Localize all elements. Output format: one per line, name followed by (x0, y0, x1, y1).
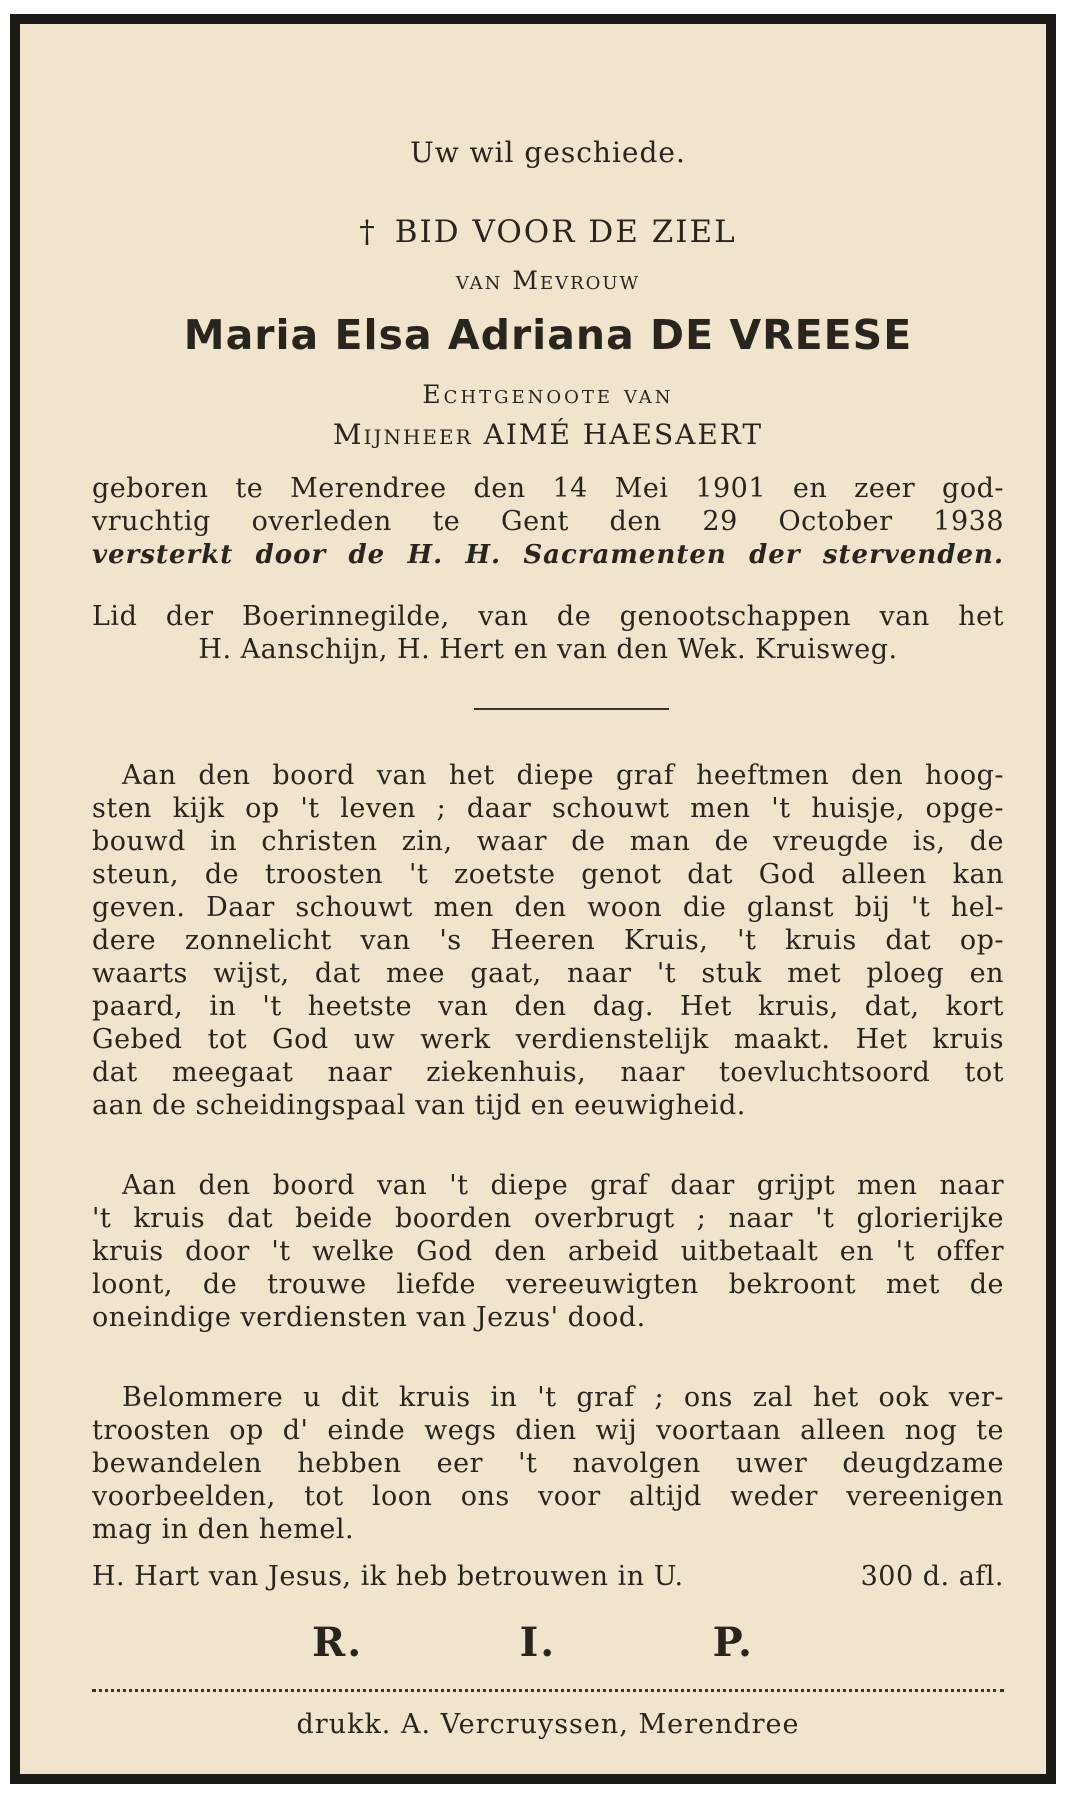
text-line: mag in den hemel. (92, 1514, 355, 1545)
text-line: 't kruis dat beide boorden overbrugt ; naar 't glorierijke (92, 1203, 1004, 1234)
text-line: steun, de troosten 't zoetste genot dat God alleen kan (92, 859, 1004, 890)
card-content (92, 24, 1004, 1774)
spouse-name: Mijnheer AIMÉ HAESAERT (332, 418, 764, 451)
memorial-card (10, 14, 1056, 1784)
text-line: troosten op d' einde wegs dien wij voortaan alleen nog te (92, 1415, 1004, 1446)
text-line: Lid der Boerinnegilde, van de genootschappen van het (92, 601, 1004, 632)
prayer-heading-text: BID VOOR DE ZIEL (394, 214, 737, 250)
text-line: geven. Daar schouwt men den woon die glanst bij 't hel- (92, 892, 1004, 923)
text-line: Aan den boord van 't diepe graf daar grijpt men naar (122, 1170, 1004, 1201)
text-line: loont, de trouwe liefde vereeuwigten bekroont met de (92, 1269, 1004, 1300)
prayer-heading (92, 214, 1004, 250)
sacraments-line: versterkt door de H. H. Sacramenten der stervenden. (92, 540, 1004, 570)
text-line: bewandelen hebben eer 't navolgen uwer deugdzame (92, 1448, 1004, 1479)
rip-letter: P. (712, 1619, 754, 1666)
text-line: waarts wijst, dat mee gaat, naar 't stuk met ploeg en (92, 958, 1004, 989)
text-line: dat meegaat naar ziekenhuis, naar toevluchtsoord tot (92, 1057, 1004, 1088)
text-line: voorbeelden, tot loon ons voor altijd weder vereenigen (92, 1481, 1004, 1512)
paragraph-1 (92, 759, 1004, 1122)
text-line: aan de scheidingspaal van tijd en eeuwigheid. (92, 1090, 746, 1121)
printer-credit: drukk. A. Vercruyssen, Merendree (296, 1709, 800, 1740)
paragraph-2 (92, 1169, 1004, 1334)
text-line: vruchtig overleden te Gent den 29 October 1938 (92, 506, 1004, 537)
membership-details (92, 600, 1004, 666)
text-line: H. Aanschijn, H. Hert en van den Wek. Kruisweg. (198, 634, 898, 665)
dotted-divider (92, 1689, 1004, 1692)
rip-letters (312, 1619, 754, 1666)
text-line: bouwd in christen zin, waar de man de vreugde is, de (92, 826, 1004, 857)
paragraph-3 (92, 1381, 1004, 1546)
motto: Uw wil geschiede. (410, 136, 686, 169)
text-line: Aan den boord van het diepe graf heeftmen den hoog- (122, 760, 1004, 791)
indulgence-note: 300 d. afl. (860, 1561, 1004, 1592)
title-van-mevrouw: van Mevrouw (455, 266, 641, 295)
text-line: kruis door 't welke God den arbeid uitbetaalt en 't offer (92, 1236, 1004, 1267)
closing-prayer: H. Hart van Jesus, ik heb betrouwen in U. (92, 1561, 684, 1592)
text-line: oneindige verdiensten van Jezus' dood. (92, 1302, 646, 1333)
spouse-label: Echtgenoote van (422, 380, 674, 409)
rip-letter: I. (519, 1619, 557, 1666)
text-line: paard, in 't heetste van den dag. Het kruis, dat, kort (92, 991, 1004, 1022)
cross-icon: † (359, 214, 377, 250)
rip-letter: R. (312, 1619, 364, 1666)
birth-death-details (92, 472, 1004, 538)
text-line: geboren te Merendree den 14 Mei 1901 en zeer god- (92, 473, 1004, 504)
divider (474, 708, 669, 710)
text-line: dere zonnelicht van 's Heeren Kruis, 't kruis dat op- (92, 925, 1004, 956)
text-line: Belommere u dit kruis in 't graf ; ons zal het ook ver- (122, 1382, 1004, 1413)
text-line: Gebed tot God uw werk verdienstelijk maakt. Het kruis (92, 1024, 1004, 1055)
deceased-name: Maria Elsa Adriana DE VREESE (183, 311, 913, 359)
text-line: sten kijk op 't leven ; daar schouwt men 't huisje, opge- (92, 793, 1004, 824)
closing-prayer-row (92, 1561, 1004, 1592)
